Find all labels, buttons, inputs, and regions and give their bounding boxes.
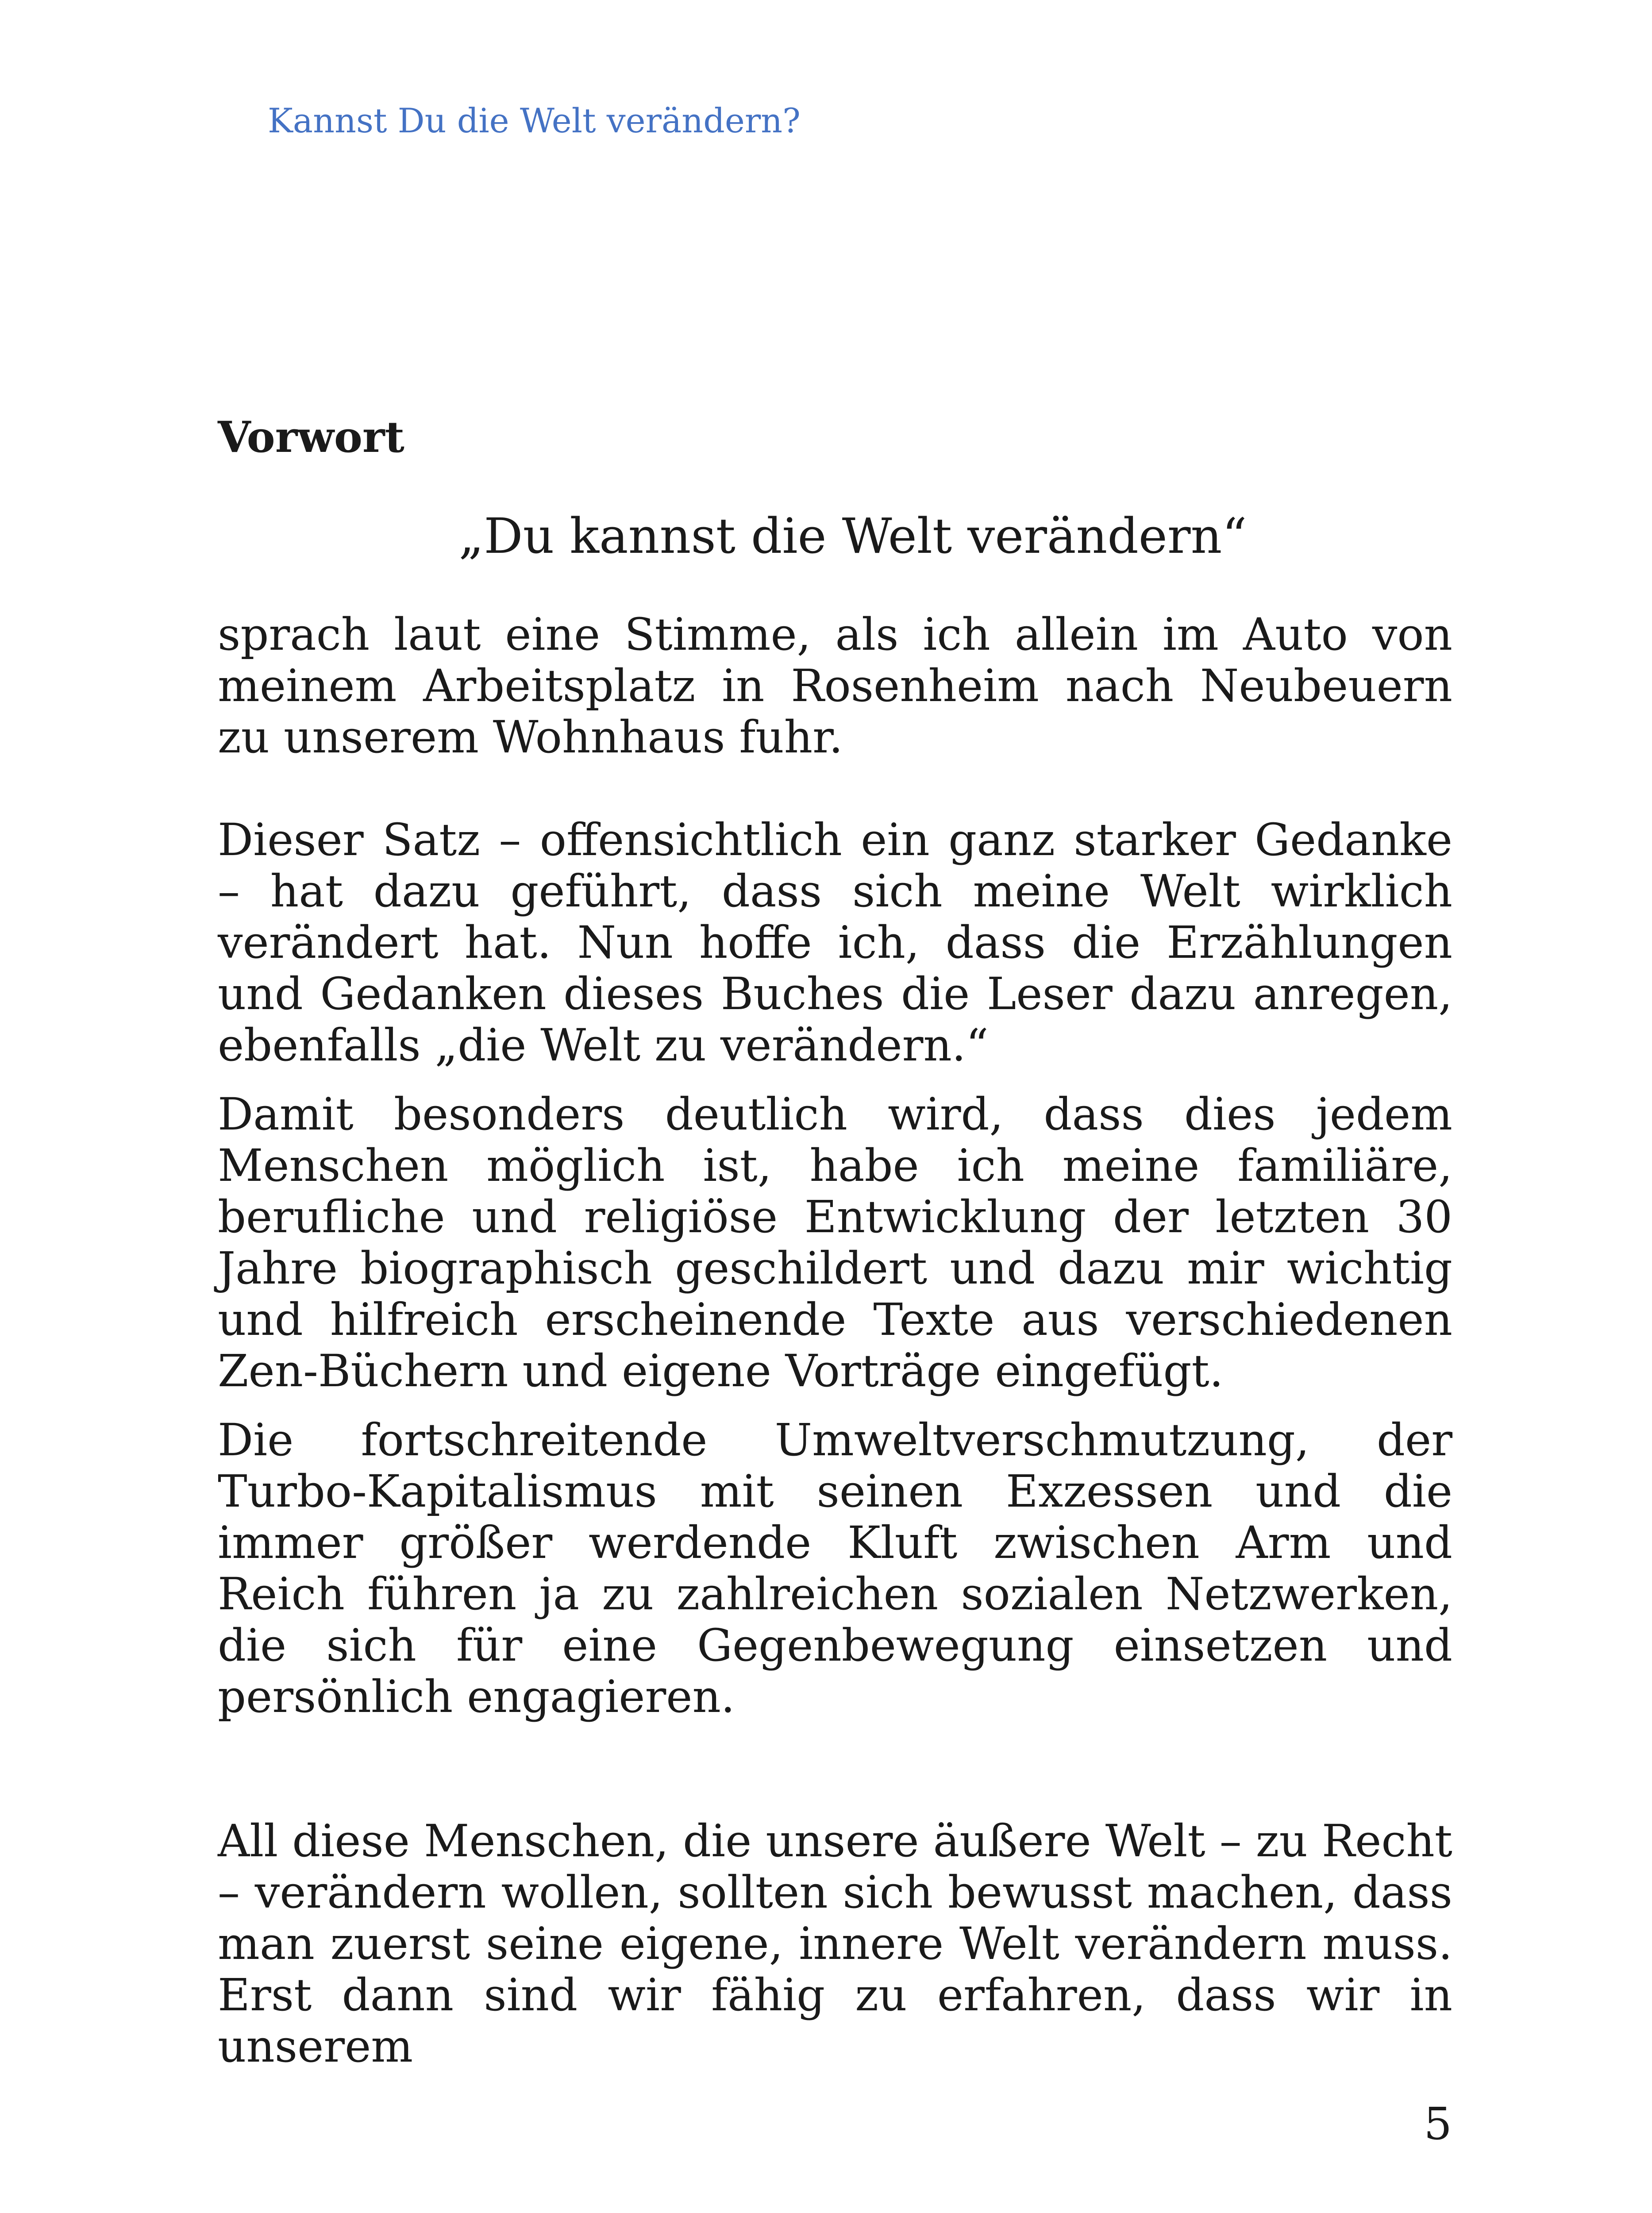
running-header: Kannst Du die Welt verändern? (268, 101, 801, 140)
paragraph: sprach laut eine Stimme, als ich allein im Auto von meinem Arbeitsplatz in Rosenheim nach Neubeuern zu unserem Wohnhaus fuhr. (218, 609, 1452, 763)
paragraph: Dieser Satz – offensichtlich ein ganz starker Gedanke – hat dazu geführt, dass sich meine Welt wirklich verändert hat. Nun hoffe ich, dass die Erzählungen und Gedanken dieses Buches die Leser dazu anregen, ebenfalls „die Welt zu verändern.“ (218, 814, 1452, 1071)
paragraph: All diese Menschen, die unsere äußere Welt – zu Recht – verändern wollen, sollten sich bewusst machen, dass man zuerst seine eigene, innere Welt verändern muss. Erst dann sind wir fähig zu erfahren, dass wir in unserem (218, 1815, 1452, 2072)
paragraph: Damit besonders deutlich wird, dass dies jedem Menschen möglich ist, habe ich meine familiäre, berufliche und religiöse Entwicklung der letzten 30 Jahre biographisch geschildert und dazu mir wichtig und hilfreich erscheinende Texte aus verschiedenen Zen-Büchern und eigene Vorträge eingefügt. (218, 1088, 1452, 1397)
motto-quote: „Du kannst die Welt verändern“ (458, 508, 1247, 564)
chapter-title: Vorwort (218, 412, 404, 462)
page-number: 5 (1424, 2098, 1452, 2150)
paragraph: Die fortschreitende Umweltverschmutzung, der Turbo-Kapitalismus mit seinen Exzessen und die immer größer werdende Kluft zwischen Arm und Reich führen ja zu zahlreichen sozialen Netzwerken, die sich für eine Gegenbewegung einsetzen und persönlich engagieren. (218, 1414, 1452, 1723)
page-content (218, 412, 1452, 2072)
